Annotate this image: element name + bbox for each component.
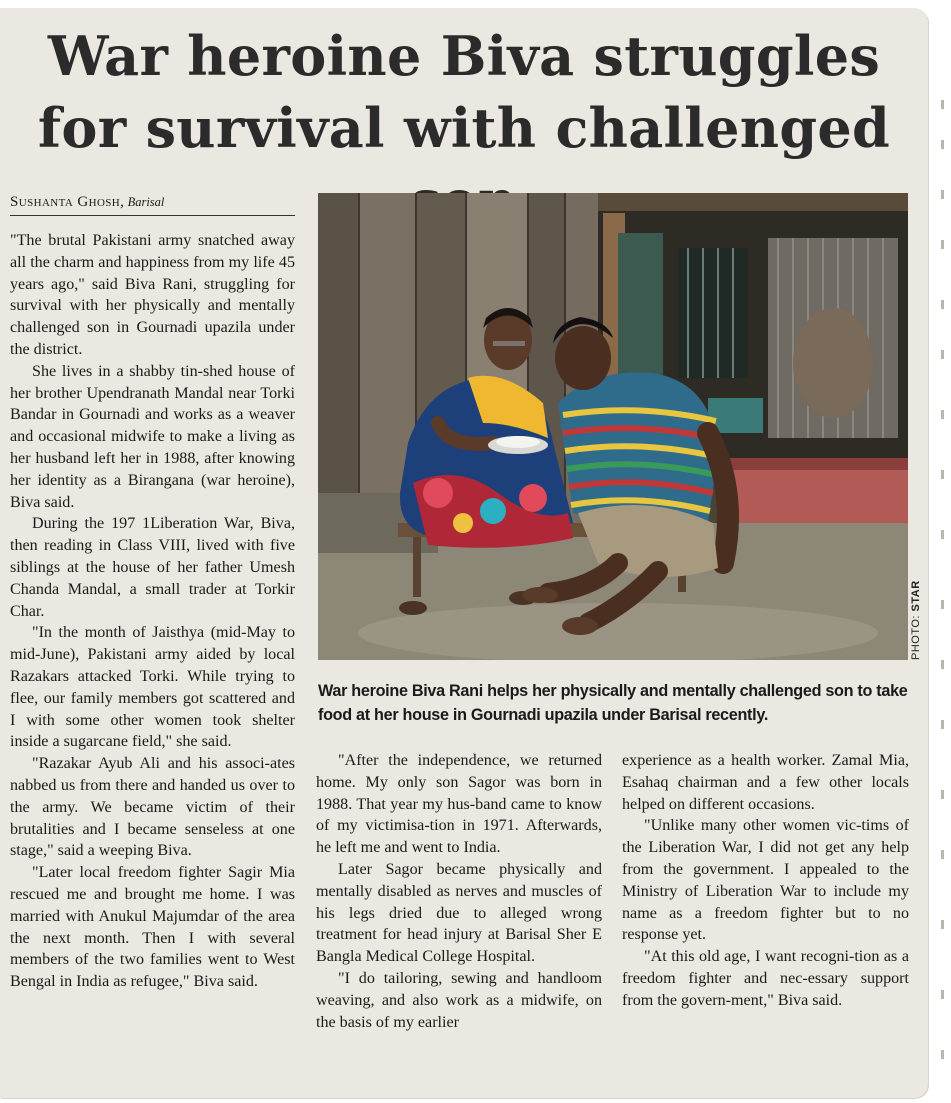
photo-illustration [318,193,908,660]
paragraph: "Unlike many other women vic-tims of the Liberation War, I did not get any help from the government. I appealed to the Ministry of Liberation War to include my name as a freedom fighter but to no response yet. [622,817,909,944]
paragraph: "I do tailoring, sewing and handloom weaving, and also work as a midwife, on the basis of my earlier [316,969,602,1031]
article-column-2 [316,750,602,1033]
byline-author: Sushanta Ghosh, [10,194,125,210]
paragraph: "After the independence, we returned home. My only son Sagor was born in 1988. That year my hus-band came to know of my victimisa-tion in 1971. Afterwards, he left me and went to India. [316,752,602,857]
paragraph: She lives in a shabby tin-shed house of her brother Upendranath Mandal near Torki Bandar in Gournadi and works as a weaver and occasional midwife to make a living as her husband left her in 1988, after knowing her identity as a Birangana (war heroine), Biva said. [10,362,295,511]
paragraph: "At this old age, I want recogni-tion as a freedom fighter and nec-essary support from the govern-ment," Biva said. [622,948,909,1009]
paragraph: During the 197 1Liberation War, Biva, then reading in Class VIII, lived with five siblings at the house of her father Umesh Chanda Mandal, a small trader at Torkir Char. [10,515,295,620]
headline: War heroine Biva struggles for survival with challenged [37,24,891,160]
adjacent-page-edge [936,0,951,1103]
paragraph: experience as a health worker. Zamal Mia, Esahaq chairman and a few other locals helped on different occasions. [622,752,909,813]
photo-caption: War heroine Biva Rani helps her physically and mentally challenged son to take food at her house in Gournadi upazila under Barisal recently. [318,682,908,724]
paragraph: "The brutal Pakistani army snatched away all the charm and happiness from my life 45 years ago," said Biva Rani, struggling for survival with her physically and mentally challenged son in Gournadi upazila under the district. [10,232,295,358]
paragraph: Later Sagor became physically and mentally disabled as nerves and muscles of his legs dried due to alleged wrong treatment for head injury at Barisal Sher E Bangla Medical College Hospital. [316,860,602,966]
paragraph: "Later local freedom fighter Sagir Mia rescued me and brought me home. I was married with Anukul Majumdar of the area the next month. Then I with several members of the two families went to West Bengal in India as refugee," Biva said. [10,864,295,991]
photo-credit [910,580,922,660]
byline-location: Barisal [127,195,165,209]
photo-credit-source: STAR [910,580,922,612]
article-column-3 [622,750,909,1012]
article-column-1 [10,230,295,993]
byline [10,192,295,216]
paragraph: "Razakar Ayub Ali and his associ-ates nabbed us from there and handed us over to the army. We became victim of their brutalities and I became senseless at one stage," said a weeping Biva. [10,755,295,860]
article-photo [318,193,908,660]
photo-credit-prefix: PHOTO: [910,611,922,660]
paragraph: "In the month of Jaisthya (mid-May to mid-June), Pakistani army aided by local Razakars attacked Torki. While trying to flee, our family members got scattered and I with some other women took shelter inside a sugarcane field," she said. [10,624,295,751]
